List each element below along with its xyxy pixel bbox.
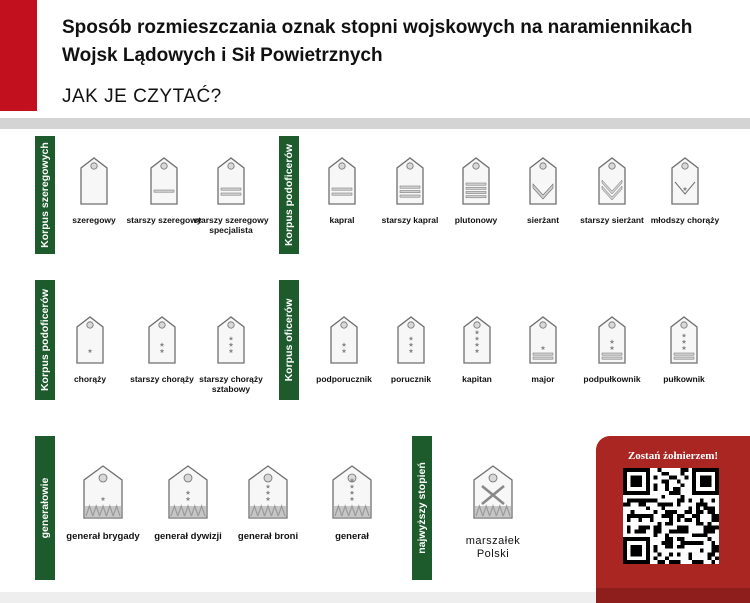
rank-label: starszy szeregowy specjalista <box>193 215 269 235</box>
shoulder-board-icon <box>645 155 725 207</box>
recruitment-qr-box[interactable] <box>596 436 750 603</box>
rank-general <box>312 463 392 542</box>
page-subtitle: JAK JE CZYTAĆ? <box>62 86 222 107</box>
rank-label: kapral <box>329 215 355 225</box>
rank-label: starszy sierżant <box>580 215 644 225</box>
rank-label: chorąży <box>73 374 107 384</box>
rank-label: starszy chorąży sztabowy <box>199 374 263 394</box>
rank-starszy-chorazy-sztabowy <box>191 314 271 394</box>
rank-label: starszy szeregowy <box>126 215 202 225</box>
shoulder-board-icon <box>50 314 130 366</box>
divider-bar <box>0 118 750 129</box>
shoulder-board-icon <box>503 314 583 366</box>
tab-korpus-podoficerow: Korpus podoficerów <box>279 136 299 254</box>
qr-box-bottom <box>596 588 750 603</box>
rank-chorazy <box>50 314 130 384</box>
rank-mlodszy-chorazy <box>645 155 725 225</box>
rank-label: generał broni <box>237 531 299 542</box>
tab-korpus-szeregowych: Korpus szeregowych <box>35 136 55 254</box>
shoulder-board-icon <box>191 314 271 366</box>
rank-starszy-chorazy <box>122 314 202 384</box>
rank-major <box>503 314 583 384</box>
rank-label: plutonowy <box>454 215 498 225</box>
rank-general-brygady <box>63 463 143 542</box>
shoulder-board-icon <box>54 155 134 207</box>
shoulder-board-icon <box>122 314 202 366</box>
rank-label: marszałek Polski <box>465 535 521 560</box>
rank-label: kapitan <box>462 374 492 384</box>
rank-label: szeregowy <box>72 215 116 225</box>
rank-podpulkownik <box>572 314 652 384</box>
rank-label: generał dywizji <box>154 531 222 542</box>
tab-najwyzszy-stopien: najwyższy stopień <box>412 436 432 580</box>
shoulder-board-icon <box>572 155 652 207</box>
qr-title: Zostań żołnierzem! <box>627 450 719 462</box>
tab-korpus-podoficerow-chorazych: Korpus podoficerów <box>35 280 55 400</box>
rank-sierzant <box>503 155 583 225</box>
rank-marszalek-polski <box>453 463 533 561</box>
rank-label: pułkownik <box>663 374 705 384</box>
rank-label: podporucznik <box>316 374 372 384</box>
shoulder-board-icon <box>503 155 583 207</box>
shoulder-board-icon <box>228 463 308 521</box>
page-title: Sposób rozmieszczania oznak stopni wojskowych na naramiennikach Wojsk Lądowych i Sił Powietrznych <box>62 17 693 66</box>
rank-szeregowy <box>54 155 134 225</box>
shoulder-board-icon <box>148 463 228 521</box>
red-accent-bar <box>0 0 37 111</box>
shoulder-board-icon <box>453 463 533 521</box>
rank-starszy-sierzant <box>572 155 652 225</box>
qr-code[interactable] <box>623 468 719 564</box>
shoulder-board-icon <box>572 314 652 366</box>
rank-label: młodszy chorąży <box>650 215 720 225</box>
rank-general-broni <box>228 463 308 542</box>
rank-general-dywizji <box>148 463 228 542</box>
shoulder-board-icon <box>644 314 724 366</box>
rank-label: generał <box>335 531 369 542</box>
rank-label: porucznik <box>390 374 432 384</box>
rank-label: sierżant <box>526 215 560 225</box>
rank-label: starszy kapral <box>381 215 439 225</box>
rank-label: starszy chorąży <box>130 374 194 384</box>
rank-label: generał brygady <box>66 531 140 542</box>
tab-korpus-oficerow: Korpus oficerów <box>279 280 299 400</box>
shoulder-board-icon <box>191 155 271 207</box>
rank-label: podpułkownik <box>583 374 641 384</box>
rank-pulkownik <box>644 314 724 384</box>
shoulder-board-icon <box>63 463 143 521</box>
shoulder-board-icon <box>312 463 392 521</box>
tab-generalowie: generałowie <box>35 436 55 580</box>
rank-label: major <box>531 374 555 384</box>
rank-starszy-szeregowy-specjalista <box>191 155 271 235</box>
